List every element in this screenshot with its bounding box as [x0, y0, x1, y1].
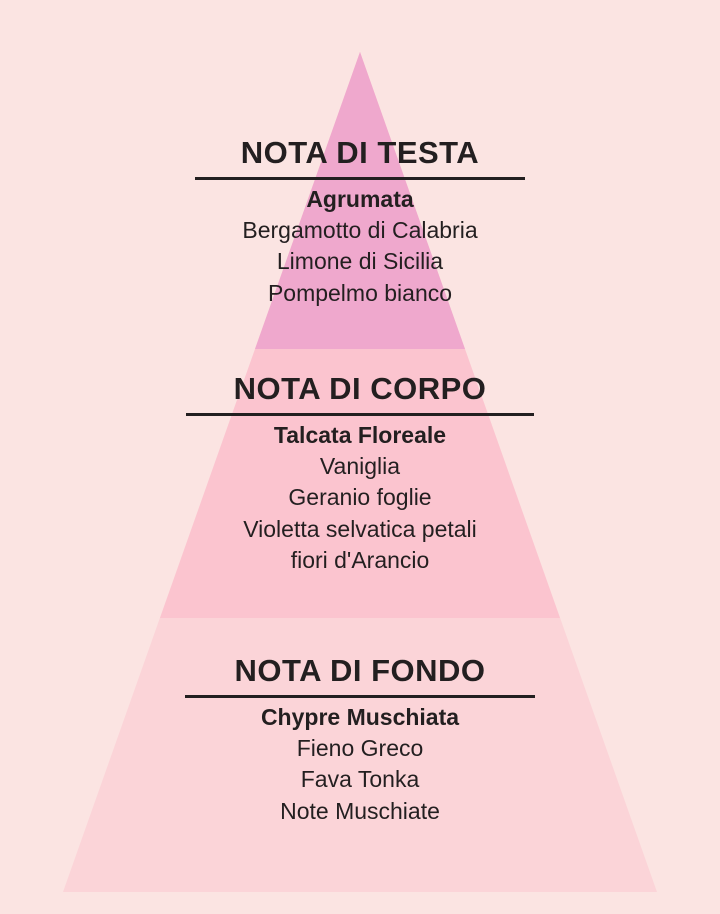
base-note-divider [185, 695, 535, 698]
heart-note-family: Talcata Floreale [273, 422, 447, 449]
base-note-item: Note Muschiate [280, 797, 440, 824]
top-note-block [0, 136, 720, 309]
base-note-item: Fava Tonka [300, 766, 420, 793]
top-note-item: Pompelmo bianco [267, 279, 453, 306]
heart-note-divider [186, 413, 534, 416]
heart-note-item: Vaniglia [319, 453, 401, 480]
top-note-item: Bergamotto di Calabria [242, 217, 478, 244]
base-note-item: Fieno Greco [296, 735, 424, 762]
base-note-title: NOTA DI FONDO [234, 653, 486, 688]
heart-note-title: NOTA DI CORPO [233, 371, 487, 406]
heart-note-item: fiori d'Arancio [290, 546, 430, 573]
base-note-block [0, 654, 720, 827]
heart-note-item: Violetta selvatica petali [243, 515, 477, 542]
base-note-family: Chypre Muschiata [260, 704, 460, 731]
top-note-family: Agrumata [306, 186, 414, 213]
top-note-item: Limone di Sicilia [276, 248, 444, 275]
top-note-title: NOTA DI TESTA [240, 135, 480, 170]
heart-note-block [0, 372, 720, 576]
top-note-divider [195, 177, 525, 180]
heart-note-item: Geranio foglie [288, 484, 432, 511]
